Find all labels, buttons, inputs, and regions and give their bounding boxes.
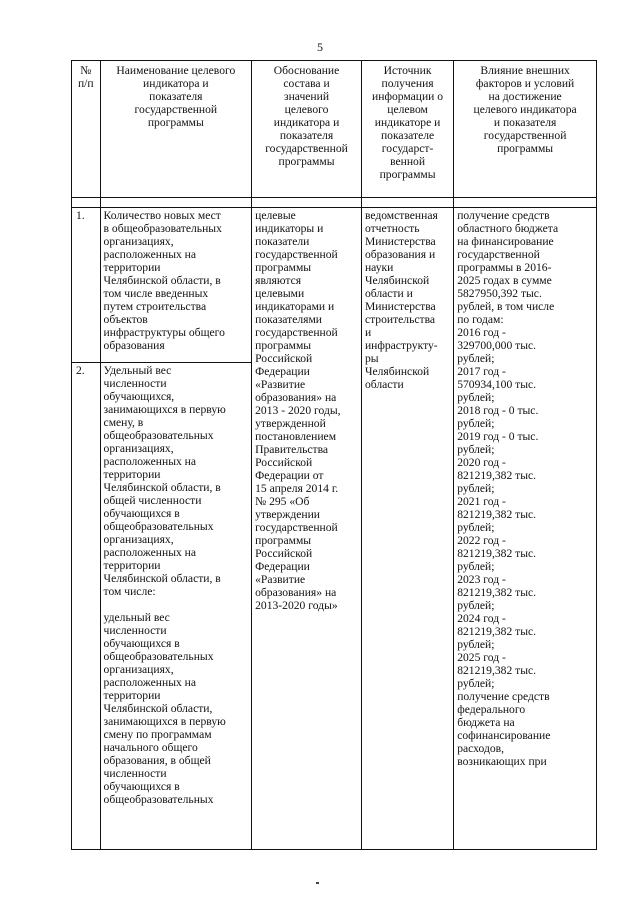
row-number: 2. (72, 363, 101, 850)
source-cell: ведомственная отчетность Министерства образования и науки Челябинской области и Министерства строительства и инфраструкту- ры Челябинской области (361, 208, 453, 850)
page-number: 5 (317, 40, 323, 54)
header-number: № п/п (72, 61, 101, 198)
row-number: 1. (72, 208, 101, 363)
table-header-row (72, 61, 597, 198)
table-spacer-row (72, 198, 597, 208)
external-factors-cell: получение средств областного бюджета на финансирование государственной программы в 2016- 2025 годах в сумме 5827950,392 тыс. рублей, в том числе по годам: 2016 год - 329700,000 тыс. рублей; 2017 год - 570934,100 тыс. рублей; 2018 год - 0 тыс. рублей; 2019 год - 0 тыс. рублей; 2020 год - 821219,382 тыс. рублей; 2021 год - 821219,382 тыс. рублей; 2022 год - 821219,382 тыс. рублей; 2023 год - 821219,382 тыс. рублей; 2024 год - 821219,382 тыс. рублей; 2025 год - 821219,382 тыс. рублей; получение средств федерального бюджета на софинансирование расходов, возникающих при (454, 208, 597, 850)
table-row (72, 208, 597, 363)
header-source: Источник получения информации о целевом индикаторе и показателе государст- венной программы (361, 61, 453, 198)
header-external-factors: Влияние внешних факторов и условий на достижение целевого индикатора и показателя государственной программы (454, 61, 597, 198)
indicator-name: Удельный вес численности обучающихся, занимающихся в первую смену, в общеобразовательных организациях, расположенных на территории Челябинской области, в общей численности обучающихся в общеобразовательных организациях, расположенных на территории Челябинской области, в том числе: удельный вес численности обучающихся в общеобразовательных организациях, расположенных на территории Челябинской области, занимающихся в первую смену по программам начального общего образования, в общей численности обучающихся в общеобразовательных (100, 363, 252, 850)
header-indicator-name: Наименование целевого индикатора и показателя государственной программы (100, 61, 252, 198)
footer-mark (316, 882, 319, 884)
justification-cell: целевые индикаторы и показатели государственной программы являются целевыми индикаторами и показателями государственной программы Российской Федерации «Развитие образования» на 2013 - 2020 годы, утвержденной постановлением Правительства Российской Федерации от 15 апреля 2014 г. № 295 «Об утверждении государственной программы Российской Федерации «Развитие образования» на 2013-2020 годы» (252, 208, 362, 850)
indicators-table (71, 60, 597, 850)
indicator-name: Количество новых мест в общеобразовательных организациях, расположенных на территории Челябинской области, в том числе введенных путем строительства объектов инфраструктуры общего образования (100, 208, 252, 363)
header-justification: Обоснование состава и значений целевого индикатора и показателя государственной программы (252, 61, 362, 198)
